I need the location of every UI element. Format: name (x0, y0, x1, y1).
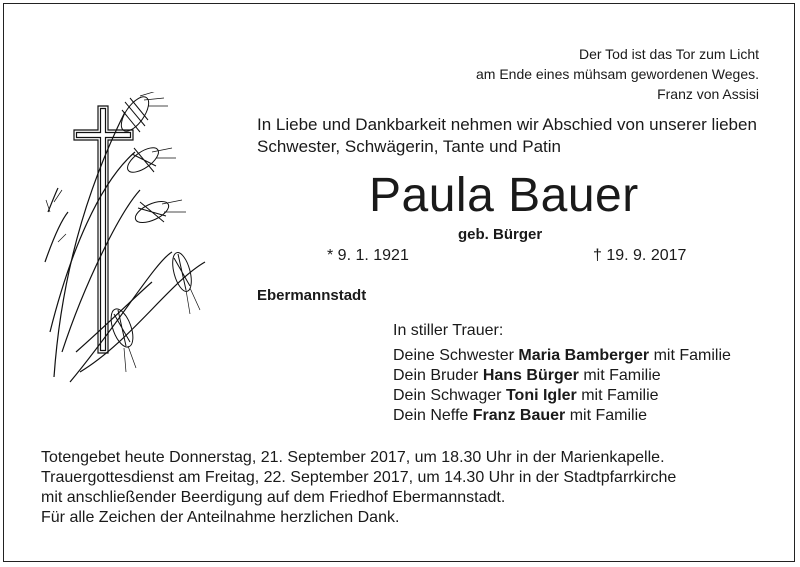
mourner-entry (393, 346, 731, 366)
mourner-entry (393, 386, 731, 406)
service-line: Trauergottesdienst am Freitag, 22. September 2017, um 14.30 Uhr in der Stadtpfarrkirche (41, 469, 677, 486)
deceased-name: Paula Bauer (369, 169, 639, 222)
mourner-suffix: mit Familie (569, 407, 648, 424)
mourner-suffix: mit Familie (583, 367, 661, 384)
mourner-entry (393, 406, 731, 426)
service-info (41, 448, 676, 528)
cross-with-wheat-icon (40, 92, 225, 392)
mourner-entry (393, 366, 731, 386)
mourner-suffix: mit Familie (581, 387, 659, 404)
service-line: Totengebet heute Donnerstag, 21. September 2017, um 18.30 Uhr in der Marienkapelle. (41, 449, 665, 466)
intro-line: Schwester, Schwägerin, Tante und Patin (257, 137, 561, 156)
quote-block (476, 44, 759, 104)
mourner-relation: Dein Neffe (393, 407, 469, 424)
place-name: Ebermannstadt (257, 287, 367, 304)
intro-text (257, 114, 757, 158)
mourner-name: Toni Igler (505, 387, 577, 404)
mourner-relation: Dein Bruder (393, 367, 479, 384)
quote-author: Franz von Assisi (657, 86, 759, 102)
service-line: mit anschließender Beerdigung auf dem Friedhof Ebermannstadt. (41, 489, 506, 506)
intro-line: In Liebe und Dankbarkeit nehmen wir Abschied von unserer lieben (257, 115, 757, 134)
mourner-relation: Dein Schwager (393, 387, 502, 404)
maiden-name: geb. Bürger (458, 226, 543, 243)
quote-line: am Ende eines mühsam gewordenen Weges. (475, 66, 759, 82)
mourner-suffix: mit Familie (653, 347, 731, 364)
mourner-name: Maria Bamberger (518, 347, 650, 364)
death-date: † 19. 9. 2017 (593, 247, 687, 264)
quote-line: Der Tod ist das Tor zum Licht (578, 46, 759, 62)
mourners-label: In stiller Trauer: (393, 322, 504, 339)
birth-date: * 9. 1. 1921 (327, 247, 409, 264)
thanks-line: Für alle Zeichen der Anteilnahme herzlichen Dank. (41, 509, 400, 526)
mourner-name: Hans Bürger (482, 367, 579, 384)
mourners-block (393, 321, 731, 426)
mourner-relation: Deine Schwester (393, 347, 514, 364)
mourner-name: Franz Bauer (472, 407, 566, 424)
